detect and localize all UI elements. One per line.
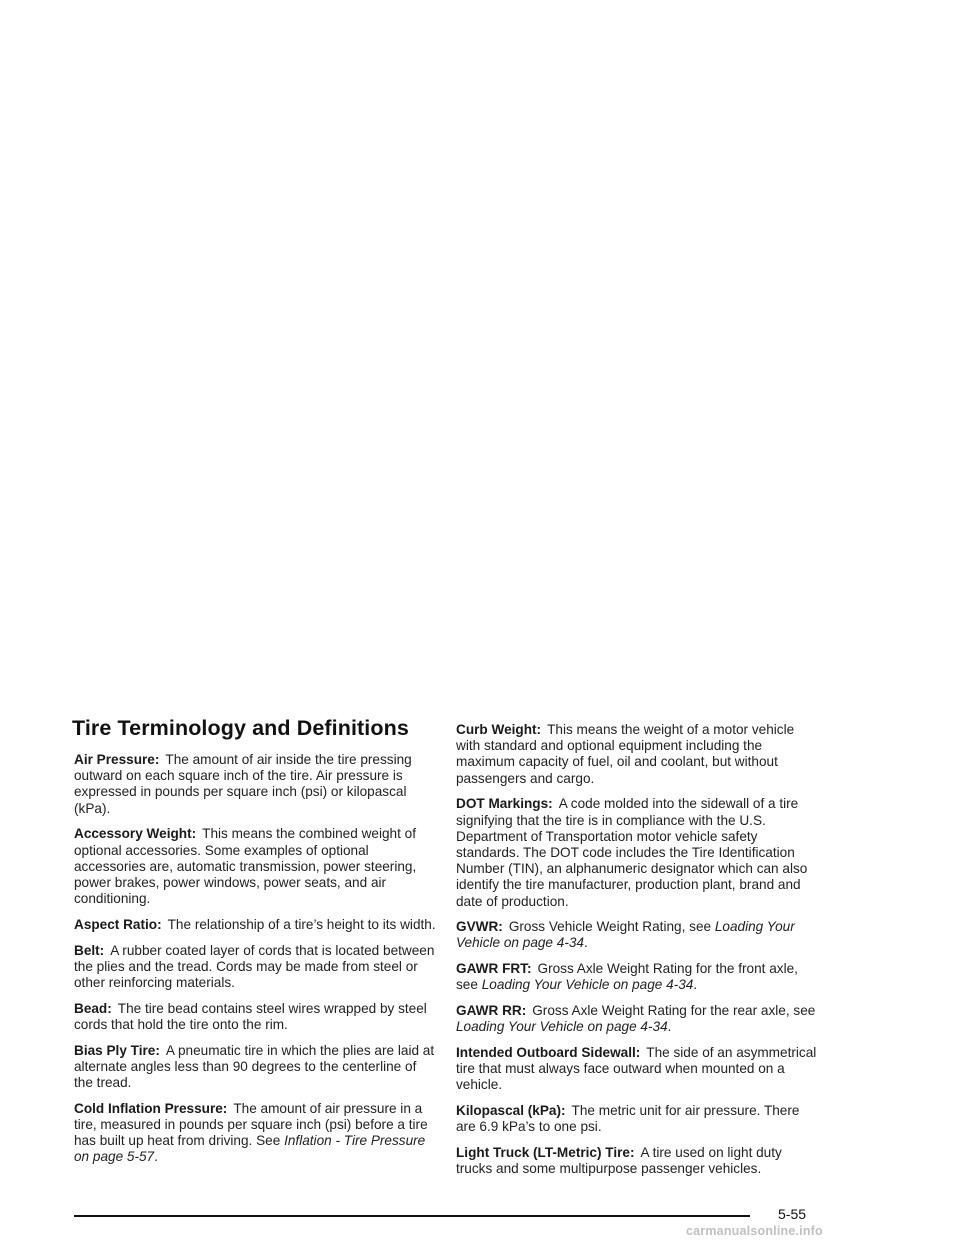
definition-term: Curb Weight: — [456, 722, 542, 737]
definition-entry — [74, 943, 438, 992]
page-title: Tire Terminology and Definitions — [72, 716, 409, 740]
definition-term: Light Truck (LT-Metric) Tire: — [456, 1144, 635, 1160]
definition-term: Bead: — [74, 1000, 112, 1016]
definition-text: A pneumatic tire in which the plies are laid at alternate angles less than 90 degrees to the centerline of the tread. — [74, 1042, 435, 1090]
definition-entry — [456, 961, 820, 993]
definition-entry — [74, 826, 438, 907]
definition-term: Bias Ply Tire: — [74, 1042, 160, 1058]
definition-text: The tire bead contains steel wires wrapped by steel cords that hold the tire onto the rim. — [74, 1000, 427, 1032]
definition-text: A code molded into the sidewall of a tire signifying that the tire is in compliance with the U.S. Department of Transportation motor vehicle safety standards. The DOT code includes the Tire Identification Number (TIN), an alphanumeric designator which can also identify the tire manufacturer, production plant, brand and date of production. — [456, 796, 808, 909]
footer-rule — [74, 1215, 750, 1217]
definition-entry — [74, 1043, 438, 1092]
definition-tail: . — [583, 935, 588, 951]
definition-term: GAWR RR: — [456, 1003, 527, 1019]
definition-text: The amount of air inside the tire pressing outward on each square inch of the tire. Air pressure is expressed in pounds per square inch (psi) or kilopascal (kPa). — [74, 752, 412, 816]
cross-reference: Inflation - Tire Pressure on page 5-57 — [74, 1133, 426, 1165]
definitions-column-left — [74, 752, 438, 1175]
definition-entry — [456, 1003, 820, 1035]
cross-reference: Loading Your Vehicle on page 4-34 — [456, 919, 795, 951]
definition-text: The metric unit for air pressure. There are 6.9 kPa’s to one psi. — [456, 1103, 800, 1135]
definition-term: GVWR: — [456, 919, 503, 935]
definition-tail: . — [667, 1019, 672, 1035]
definition-entry — [456, 796, 820, 909]
definition-term: Aspect Ratio: — [74, 916, 162, 932]
definition-text: The relationship of a tire’s height to its width. — [167, 916, 436, 932]
definition-term: Cold Inflation Pressure: — [74, 1100, 228, 1116]
definition-entry — [74, 917, 438, 933]
definition-entry — [456, 722, 820, 787]
definition-term: DOT Markings: — [456, 796, 553, 812]
definition-text: Gross Axle Weight Rating for the rear axle, see — [532, 1003, 816, 1019]
definition-text: Gross Vehicle Weight Rating, see — [508, 919, 715, 935]
definition-tail: . — [693, 977, 698, 993]
definition-term: Air Pressure: — [74, 752, 160, 767]
definition-entry — [456, 1045, 820, 1094]
definition-term: GAWR FRT: — [456, 961, 532, 977]
definition-text: A tire used on light duty trucks and some multipurpose passenger vehicles. — [456, 1144, 782, 1177]
definition-entry — [74, 752, 438, 817]
definition-term: Accessory Weight: — [74, 826, 197, 842]
definition-entry — [456, 1103, 820, 1135]
watermark: carmanualsonline.info — [686, 1224, 823, 1238]
definition-term: Belt: — [74, 942, 105, 958]
definition-text: A rubber coated layer of cords that is located between the plies and the tread. Cords may be made from steel or other reinforcing materials. — [74, 942, 435, 990]
definitions-column-right — [456, 722, 820, 1187]
page-number: 5-55 — [778, 1206, 807, 1222]
definition-text: The side of an asymmetrical tire that must always face outward when mounted on a vehicle. — [456, 1044, 817, 1093]
definition-entry — [74, 1101, 438, 1166]
definition-text: The amount of air pressure in a tire, measured in pounds per square inch (psi) before a tire has built up heat from driving. See — [74, 1100, 428, 1149]
definition-text: This means the combined weight of optional accessories. Some examples of optional accessories are, automatic transmission, power steering, power brakes, power windows, power seats, and air conditioning. — [74, 826, 417, 907]
definition-tail: . — [154, 1149, 158, 1165]
definition-text: Gross Axle Weight Rating for the front axle, see — [456, 961, 798, 993]
cross-reference: Loading Your Vehicle on page 4-34 — [481, 977, 694, 993]
definition-text: This means the weight of a motor vehicle with standard and optional equipment including the maximum capacity of fuel, oil and coolant, but without passengers and cargo. — [456, 722, 795, 786]
definition-term: Kilopascal (kPa): — [456, 1103, 566, 1119]
definition-entry — [74, 1001, 438, 1033]
definition-term: Intended Outboard Sidewall: — [456, 1044, 641, 1060]
cross-reference: Loading Your Vehicle on page 4-34 — [456, 1019, 668, 1035]
definition-entry — [456, 1145, 820, 1177]
definition-entry — [456, 919, 820, 951]
